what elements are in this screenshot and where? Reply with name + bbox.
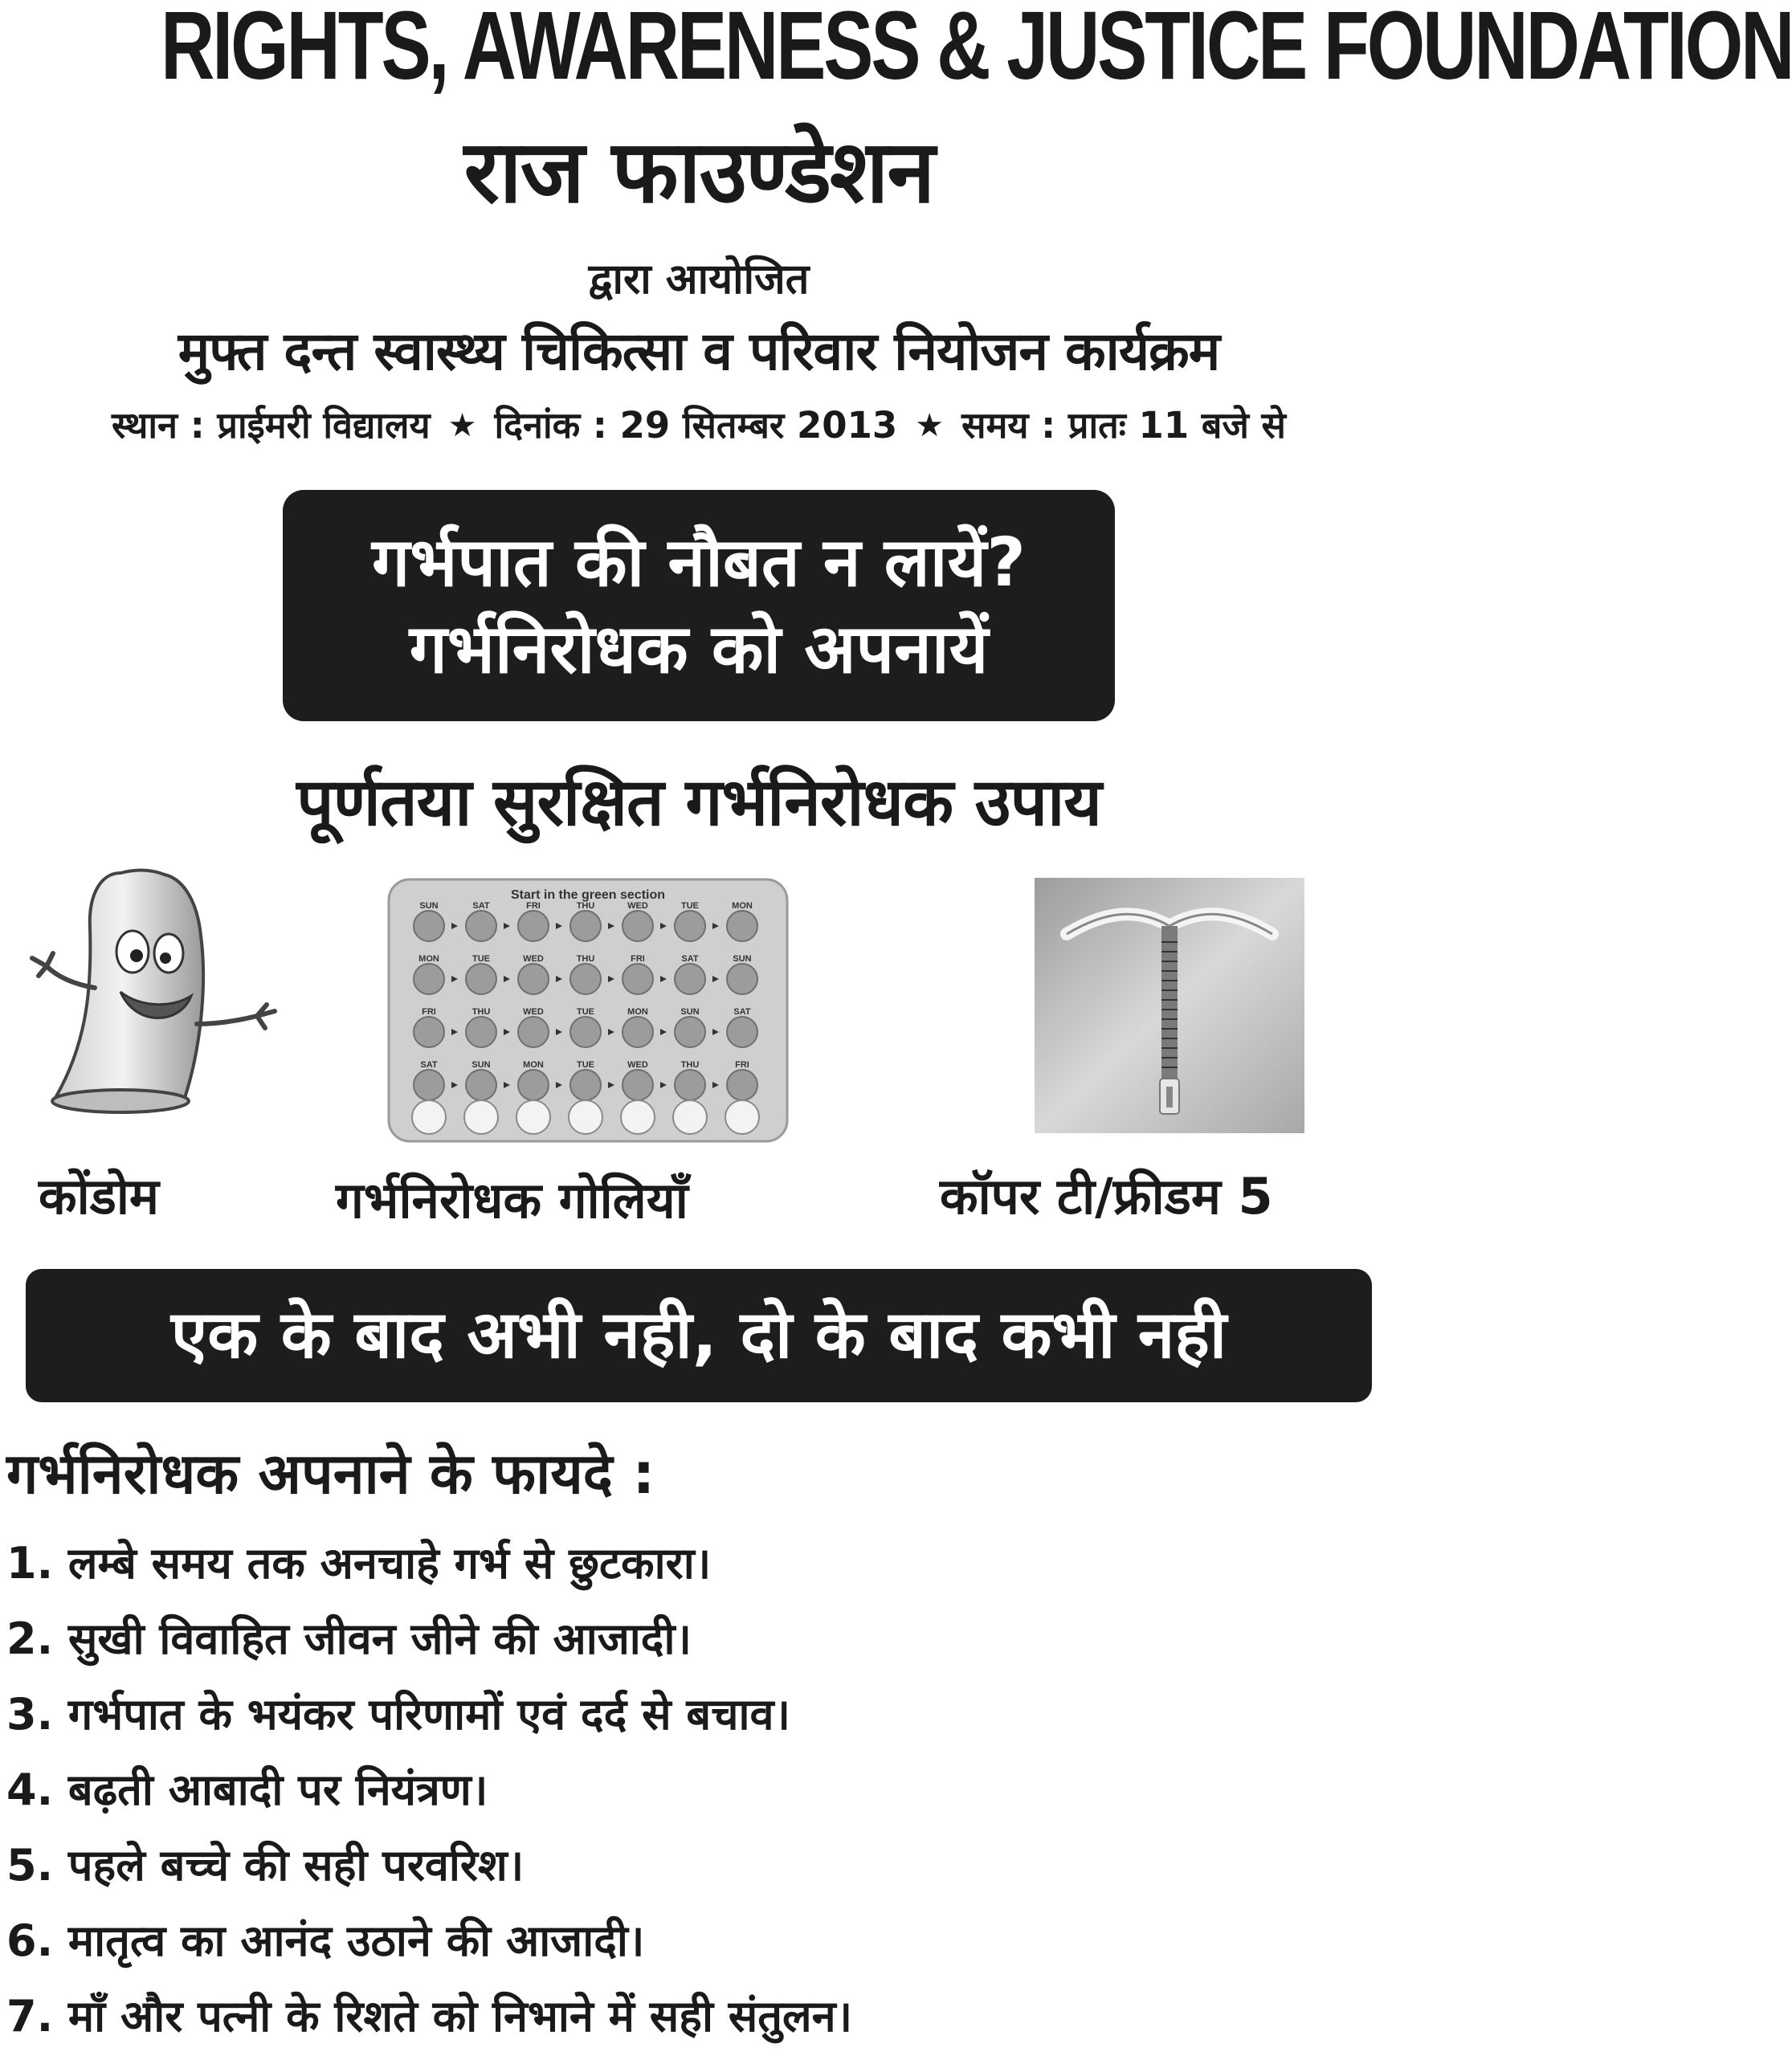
pill <box>516 1100 550 1134</box>
event-time: समय : प्रातः 11 बजे से <box>961 404 1286 447</box>
pill <box>518 964 549 994</box>
pill <box>623 911 653 941</box>
list-item: 6. मातृत्व का आनंद उठाने की आजादी। <box>6 1915 645 1966</box>
pill <box>570 1070 601 1100</box>
slogan-box <box>283 490 1115 721</box>
pill-day-label: MON <box>732 901 753 911</box>
list-item: 2. सुखी विवाहित जीवन जीने की आजादी। <box>6 1613 692 1664</box>
pill-day-label: SAT <box>681 954 699 964</box>
pill <box>727 1070 757 1100</box>
pill-day-label: TUE <box>472 954 490 964</box>
pill <box>518 1070 549 1100</box>
program-title: मुफ्त दन्त स्वास्थ्य चिकित्सा व परिवार नियोजन कार्यक्रम <box>178 320 1220 382</box>
benefits-heading: गर्भनिरोधक अपनाने के फायदे : <box>6 1441 655 1507</box>
pill <box>675 1070 705 1100</box>
pill-day-label: TUE <box>577 1060 594 1070</box>
pill <box>727 911 757 941</box>
star-icon: ★ <box>447 407 477 444</box>
list-item: 7. माँ और पत्नी के रिशते को निभाने में सही संतुलन। <box>6 1991 853 2042</box>
method-label-pills: गर्भनिरोधक गोलियाँ <box>336 1171 688 1230</box>
pill <box>466 1017 496 1047</box>
pill <box>623 1017 653 1047</box>
pill-day-label: SUN <box>733 954 752 964</box>
condom-icon <box>0 863 289 1120</box>
tagline-box <box>26 1269 1372 1402</box>
pill <box>466 964 496 994</box>
pill <box>414 911 444 941</box>
pill <box>466 1070 496 1100</box>
list-item: 5. पहले बच्चे की सही परवरिश। <box>6 1840 525 1891</box>
pill <box>725 1100 759 1134</box>
pill-day-label: WED <box>523 1007 544 1017</box>
pill-day-label: SAT <box>472 901 490 911</box>
list-item: 1. लम्बे समय तक अनचाहे गर्भ से छुटकारा। <box>6 1538 712 1589</box>
pill-day-label: MON <box>523 1060 544 1070</box>
pill-day-label: THU <box>680 1060 700 1070</box>
organization-name-hindi: राज फाउण्डेशन <box>463 122 934 222</box>
pill-day-label: SAT <box>733 1007 751 1017</box>
pill <box>623 964 653 994</box>
star-icon: ★ <box>915 407 945 444</box>
copper-t-icon <box>1035 878 1304 1133</box>
pill-day-label: FRI <box>631 954 645 964</box>
pill <box>412 1100 446 1134</box>
pill <box>727 964 757 994</box>
pill-day-label: TUE <box>577 1007 594 1017</box>
event-venue: स्थान : प्राईमरी विद्यालय <box>112 404 431 447</box>
slogan-line-2: गर्भनिरोधक को अपनायें <box>409 610 989 688</box>
pill-day-label: WED <box>627 901 648 911</box>
organization-name: RIGHTS, AWARENESS & JUSTICE FOUNDATION <box>161 0 1792 100</box>
method-label-condom: कोंडोम <box>39 1167 159 1226</box>
pill-day-label: SAT <box>420 1060 438 1070</box>
organized-by-text: द्वारा आयोजित <box>588 255 810 304</box>
pill <box>675 1017 705 1047</box>
pill-day-label: THU <box>576 901 595 911</box>
methods-heading: पूर्णतया सुरक्षित गर्भनिरोधक उपाय <box>296 765 1101 841</box>
pill <box>621 1100 655 1134</box>
pill-day-label: THU <box>471 1007 491 1017</box>
slogan-line-1: गर्भपात की नौबत न लायें? <box>372 523 1026 602</box>
pill <box>675 911 705 941</box>
pill <box>623 1070 653 1100</box>
pill <box>570 911 601 941</box>
pill <box>414 1017 444 1047</box>
pill-pack-top-text: Start in the green section <box>510 888 666 902</box>
pill <box>570 1017 601 1047</box>
pill-day-label: WED <box>523 954 544 964</box>
pill-day-label: FRI <box>422 1007 436 1017</box>
event-info <box>0 403 1398 448</box>
pill-day-label: WED <box>627 1060 648 1070</box>
pill-day-label: FRI <box>526 901 541 911</box>
pill-day-label: MON <box>627 1007 648 1017</box>
pill <box>464 1100 498 1134</box>
pill-day-label: MON <box>418 954 439 964</box>
pill-day-label: SUN <box>680 1007 700 1017</box>
event-date: दिनांक : 29 सितम्बर 2013 <box>494 404 898 447</box>
pill <box>466 911 496 941</box>
benefits-list <box>6 1526 852 2054</box>
pill <box>675 964 705 994</box>
tagline-text: एक के बाद अभी नही, दो के बाद कभी नही <box>170 1297 1227 1373</box>
pill <box>673 1100 707 1134</box>
pill-day-label: TUE <box>681 901 699 911</box>
pill <box>414 1070 444 1100</box>
method-label-copper-t: कॉपर टी/फ्रीडम 5 <box>940 1167 1273 1226</box>
list-item: 3. गर्भपात के भयंकर परिणामों एवं दर्द से बचाव। <box>6 1689 790 1740</box>
pill-day-label: THU <box>576 954 595 964</box>
pill-pack-icon <box>387 878 789 1143</box>
pill-day-label: SUN <box>471 1060 491 1070</box>
list-item: 4. बढ़ती आबादी पर नियंत्रण। <box>6 1764 488 1815</box>
pill <box>569 1100 602 1134</box>
pill-day-label: FRI <box>735 1060 749 1070</box>
pill-day-label: SUN <box>419 901 439 911</box>
pill <box>727 1017 757 1047</box>
pill <box>518 1017 549 1047</box>
pill <box>570 964 601 994</box>
pill <box>518 911 549 941</box>
pill <box>414 964 444 994</box>
